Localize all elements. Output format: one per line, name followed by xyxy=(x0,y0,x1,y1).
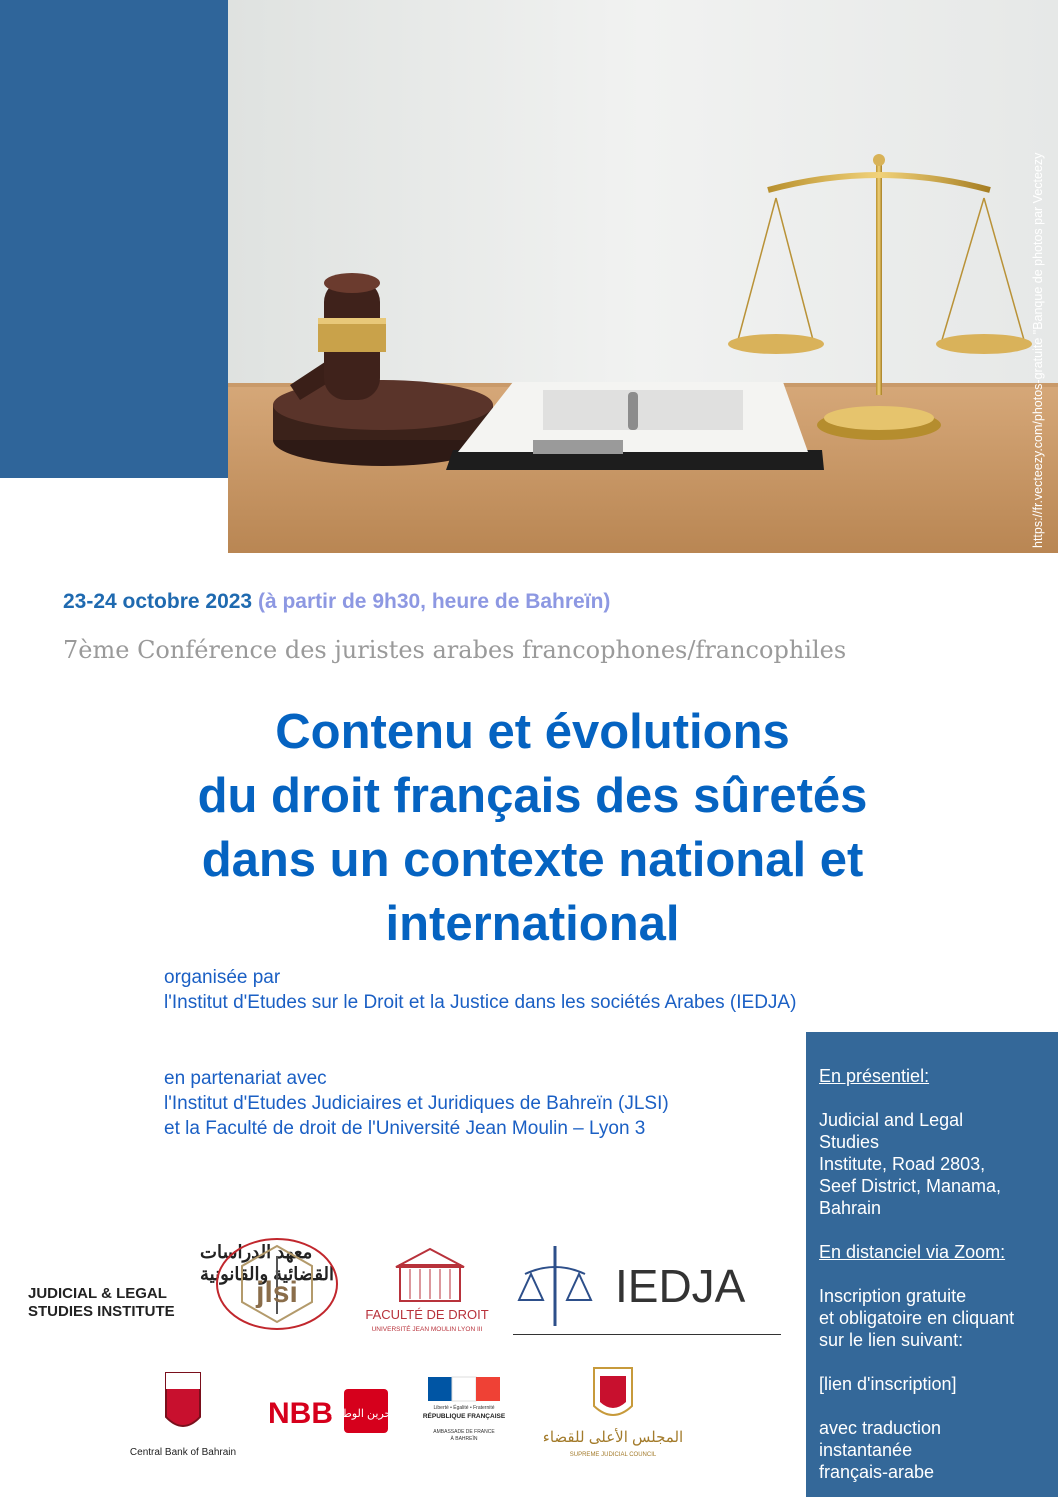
jlsi-arabic-line-2: القضائية والقانونية xyxy=(200,1264,334,1284)
organizer-block xyxy=(164,965,796,1015)
title-line-4: international xyxy=(385,897,680,951)
organizer-intro: organisée par xyxy=(164,967,281,988)
translation-line: instantanée xyxy=(819,1440,913,1460)
nbb-arabic: البحرين الوطني xyxy=(330,1408,402,1420)
organizer-name: l'Institut d'Etudes sur le Droit et la Justice dans les sociétés Arabes (IEDJA) xyxy=(164,992,797,1013)
iedja-logo xyxy=(515,1240,765,1330)
jlsi-emblem-logo xyxy=(212,1236,342,1332)
cbb-logo xyxy=(128,1365,238,1460)
jlsi-english-line-2: STUDIES INSTITUTE xyxy=(28,1303,175,1320)
partners-block xyxy=(164,1066,669,1141)
title-line-2: du droit français des sûretés xyxy=(197,769,868,823)
address-line: Judicial and Legal xyxy=(819,1110,964,1130)
info-sidebar xyxy=(806,1032,1058,1497)
cbb-name: Central Bank of Bahrain xyxy=(129,1447,237,1458)
event-date-line xyxy=(63,590,610,614)
registration-link[interactable]: [lien d'inscription] xyxy=(819,1374,957,1394)
rf-name: RÉPUBLIQUE FRANÇAISE xyxy=(422,1413,506,1420)
translation-line: avec traduction xyxy=(819,1418,942,1438)
partners-intro: en partenariat avec xyxy=(164,1068,327,1089)
address-line: Bahrain xyxy=(819,1198,882,1218)
faculte-name: FACULTÉ DE DROIT xyxy=(365,1307,489,1322)
rf-motto: Liberté • Égalité • Fraternité xyxy=(433,1405,495,1411)
zoom-line: Inscription gratuite xyxy=(819,1286,967,1306)
sjc-arabic: المجلس الأعلى للقضاء xyxy=(542,1429,684,1446)
header-photo xyxy=(228,0,1058,553)
partner-jlsi: l'Institut d'Etudes Judiciaires et Juridiques de Bahreïn (JLSI) xyxy=(164,1093,669,1114)
event-title xyxy=(60,700,1005,956)
faculte-droit-logo xyxy=(362,1245,492,1335)
iedja-divider xyxy=(513,1334,781,1335)
address-line: Seef District, Manama, xyxy=(819,1176,1002,1196)
sjc-english: SUPREME JUDICIAL COUNCIL xyxy=(569,1452,657,1458)
address-line: Studies xyxy=(819,1132,880,1152)
sjc-logo xyxy=(542,1362,684,1462)
translation-line: français-arabe xyxy=(819,1462,935,1482)
blue-corner-block xyxy=(0,0,228,478)
jlsi-english-line-1: JUDICIAL & LEGAL xyxy=(28,1285,167,1302)
title-line-1: Contenu et évolutions xyxy=(275,705,790,759)
event-date: 23-24 octobre 2023 xyxy=(63,590,253,613)
event-time-note: (à partir de 9h30, heure de Bahreïn) xyxy=(257,590,611,613)
rf-embassy-logo xyxy=(422,1375,506,1445)
address-line: Institute, Road 2803, xyxy=(819,1154,986,1174)
jlsi-arabic-line-1: معهد الدراسات xyxy=(200,1242,313,1262)
conference-subtitle: 7ème Conférence des juristes arabes francophones/francophiles xyxy=(63,636,847,664)
partner-lyon3: et la Faculté de droit de l'Université Jean Moulin – Lyon 3 xyxy=(164,1118,646,1139)
title-line-3: dans un contexte national et xyxy=(201,833,864,887)
rf-embassy: AMBASSADE DE FRANCE xyxy=(433,1429,495,1435)
zoom-line: et obligatoire en cliquant xyxy=(819,1308,1015,1328)
photo-credit-link[interactable]: https://fr.vecteezy.com/photos-gratuite "Banque de photos par Vecteezy xyxy=(1031,152,1045,548)
faculte-sub: UNIVERSITÉ JEAN MOULIN LYON III xyxy=(371,1326,483,1333)
zoom-line: sur le lien suivant: xyxy=(819,1330,964,1350)
nbb-logo xyxy=(266,1385,402,1440)
nbb-wordmark: NBB xyxy=(268,1397,333,1430)
jlsi-mark-text: jlsi xyxy=(256,1276,298,1309)
iedja-wordmark: IEDJA xyxy=(615,1260,746,1312)
in-person-heading: En présentiel: xyxy=(819,1066,930,1086)
zoom-heading: En distanciel via Zoom: xyxy=(819,1242,1006,1262)
rf-embassy-2: À BAHREÏN xyxy=(450,1436,478,1442)
